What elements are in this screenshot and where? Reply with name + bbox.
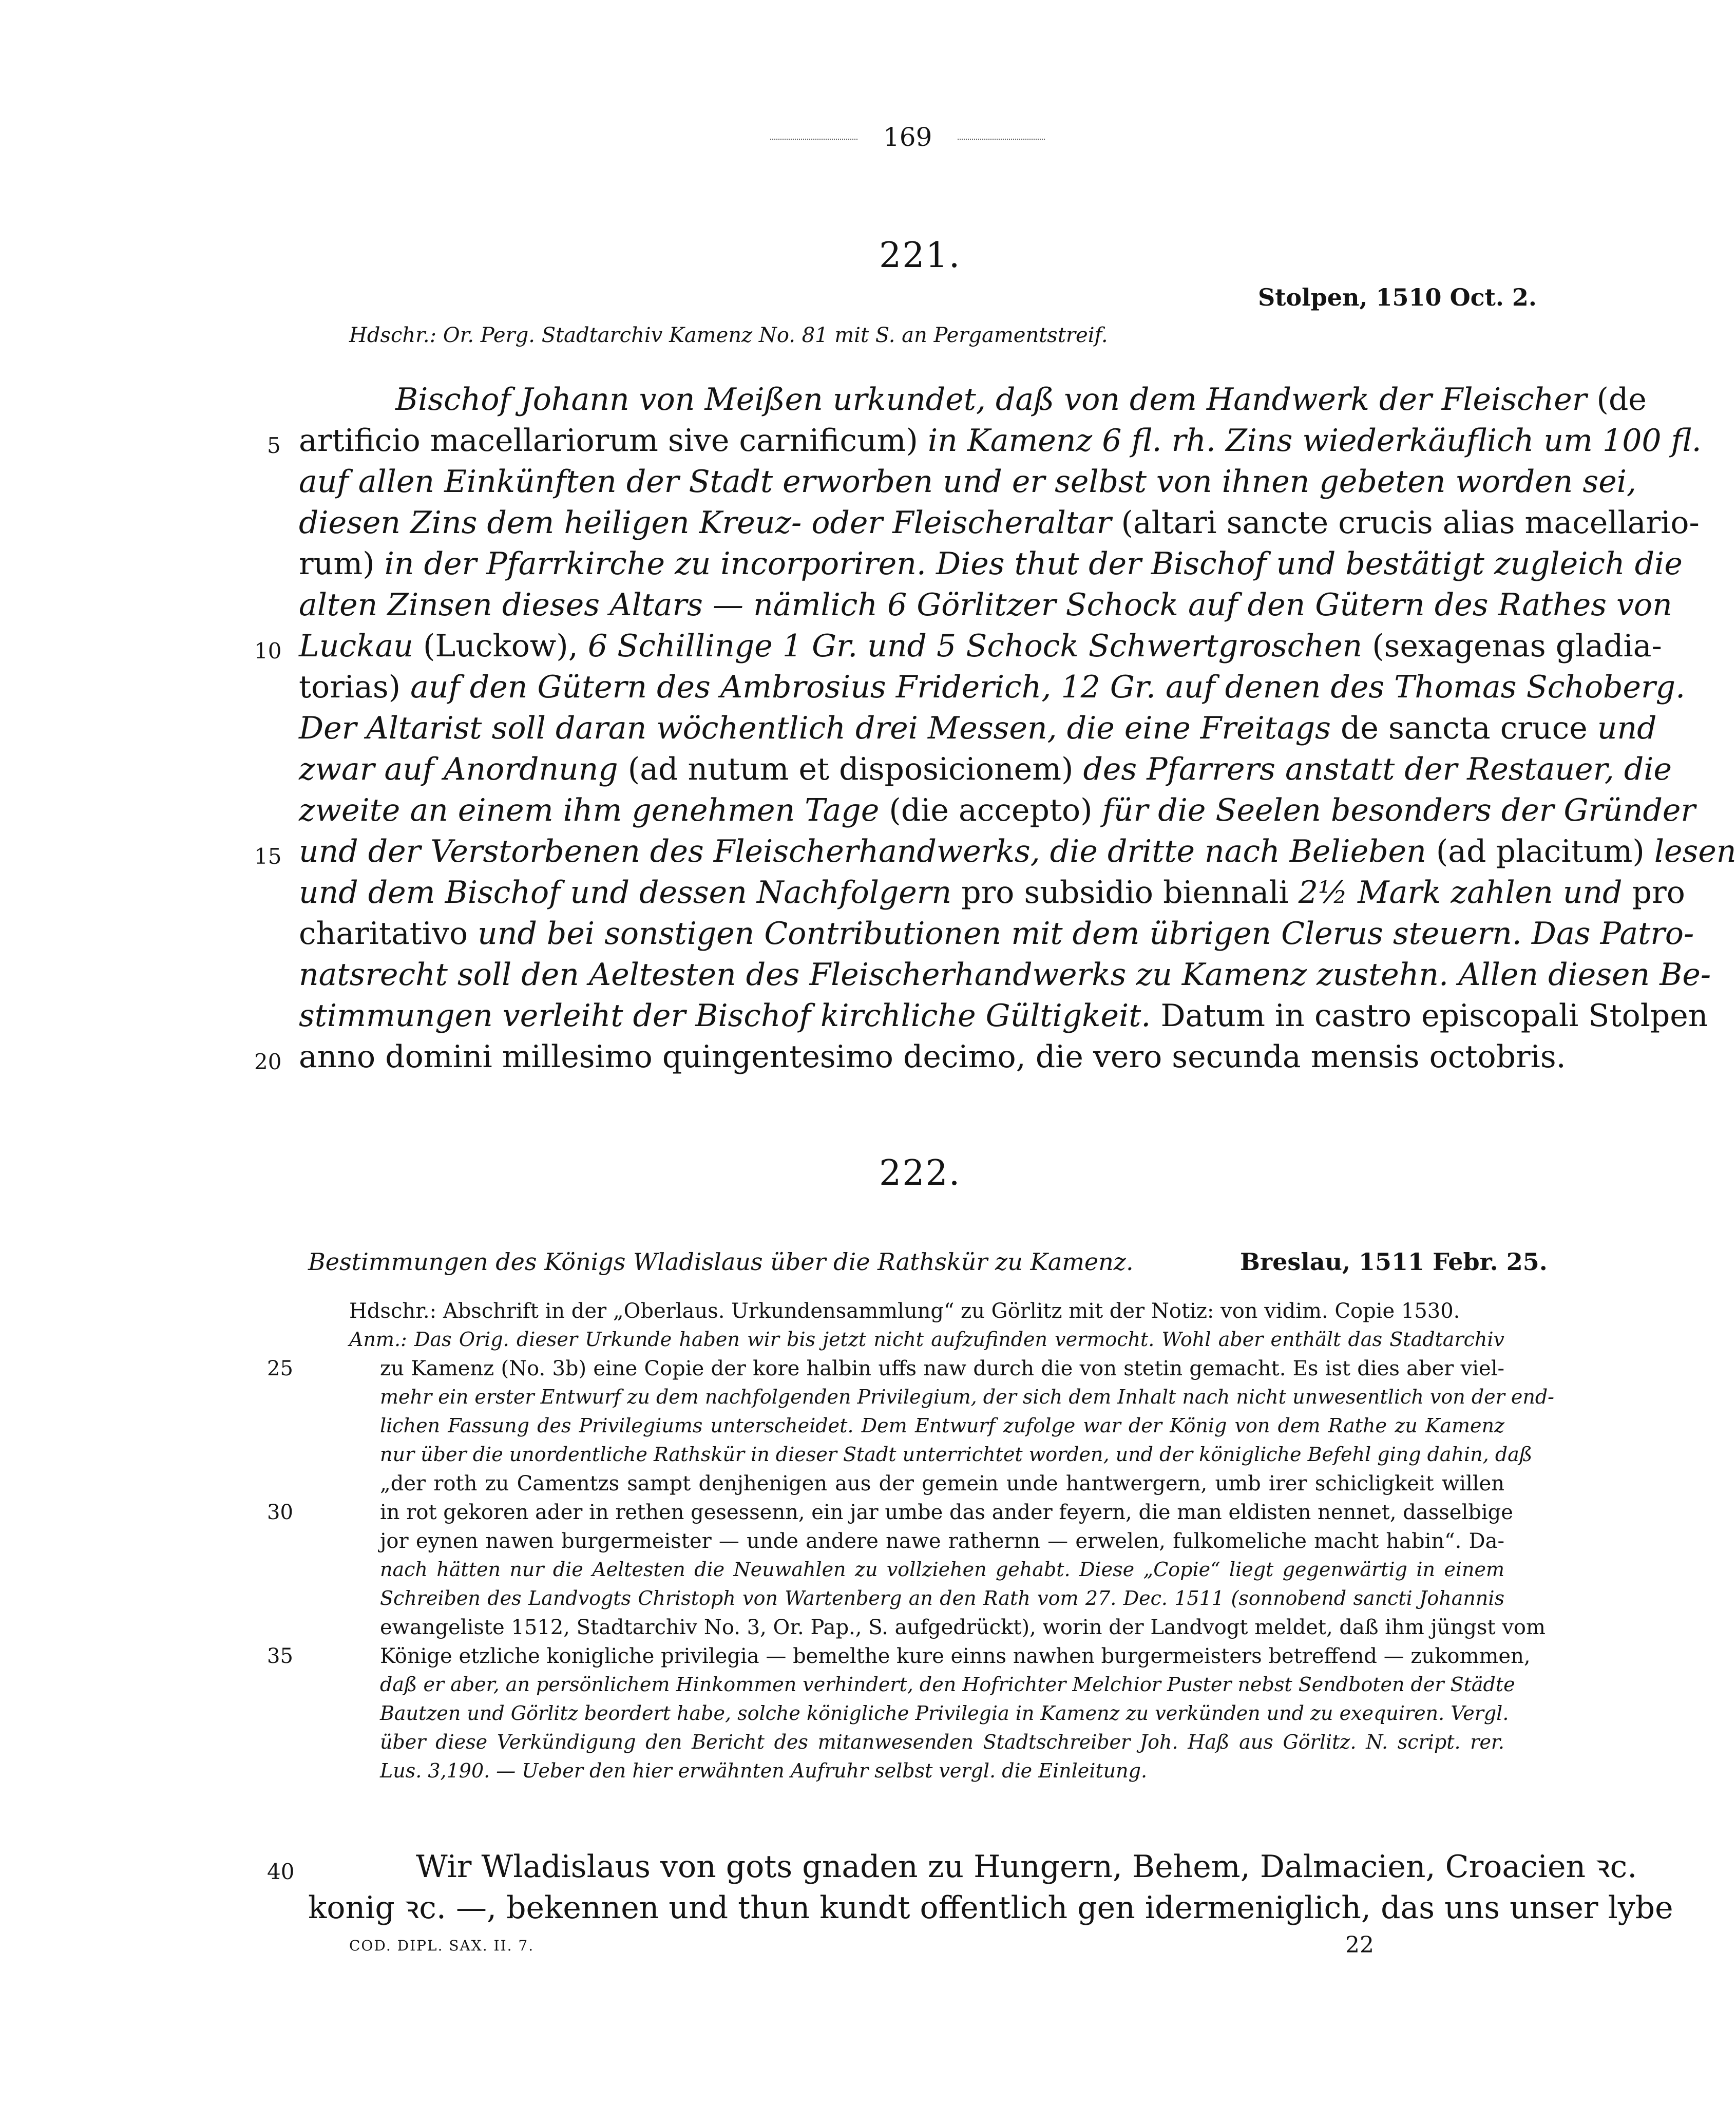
doc221-line-16: stimmungen verleiht der Bischof kirchliche Gültigkeit. Datum in castro episcopali Stolpen <box>299 998 1708 1034</box>
footer-sheet-number: 22 <box>1345 1932 1374 1958</box>
doc222-number: 222. <box>879 1153 961 1194</box>
doc222-note-3: zu Kamenz (No. 3b) eine Copie der kore halbin uffs naw durch die von stetin gemacht. Es ist dies aber viel- <box>380 1357 1504 1380</box>
doc222-note-15: Bautzen und Görlitz beordert habe, solche königliche Privilegia in Kamenz zu verkünden und zu exequiren. Vergl. <box>380 1702 1509 1725</box>
doc222-place-date: Breslau, 1511 Febr. 25. <box>1240 1248 1548 1276</box>
doc221-line-12: und der Verstorbenen des Fleischerhandwerks, die dritte nach Belieben (ad placitum) lesen <box>299 834 1736 869</box>
doc221-line-2: artificio macellariorum sive carnificum) in Kamenz 6 fl. rh. Zins wiederkäuflich um 100 fl. <box>299 423 1702 459</box>
doc221-line-4: diesen Zins dem heiligen Kreuz- oder Fleischeraltar (altari sancte crucis alias macellario- <box>299 505 1700 541</box>
doc222-note-6: nur über die unordentliche Rathskür in dieser Stadt unterrichtet worden, und der königliche Befehl ging dahin, daß <box>380 1443 1533 1466</box>
doc222-note-12: ewangeliste 1512, Stadtarchiv No. 3, Or. Pap., S. aufgedrückt), worin der Landvogt meldet, daß ihm jüngst vom <box>380 1616 1546 1639</box>
doc221-place-date: Stolpen, 1510 Oct. 2. <box>1258 283 1537 311</box>
page-number: 169 <box>883 122 932 152</box>
note-line-number-35: 35 <box>267 1644 293 1668</box>
doc222-note-13: Könige etzliche konigliche privilegia — bemelthe kure einns nawhen burgermeisters betreffend — zukommen, <box>380 1644 1531 1668</box>
doc221-line-8: torias) auf den Gütern des Ambrosius Friderich, 12 Gr. auf denen des Thomas Schoberg. <box>299 669 1686 705</box>
doc222-summary: Bestimmungen des Königs Wladislaus über die Rathskür zu Kamenz. <box>308 1248 1134 1276</box>
doc222-note-11: Schreiben des Landvogts Christoph von Wartenberg an den Rath vom 27. Dec. 1511 (sonnobend sancti Johannis <box>380 1587 1504 1609</box>
doc222-note-17: Lus. 3,190. — Ueber den hier erwähnten Aufruhr selbst vergl. die Einleitung. <box>380 1759 1148 1782</box>
doc222-note-2: Anm.: Das Orig. dieser Urkunde haben wir bis jetzt nicht aufzufinden vermocht. Wohl aber enthält das Stadtarchiv <box>349 1328 1504 1351</box>
doc221-line-13: und dem Bischof und dessen Nachfolgern pro subsidio biennali 2½ Mark zahlen und pro <box>299 875 1685 911</box>
doc221-line-9: Der Altarist soll daran wöchentlich drei Messen, die eine Freitags de sancta cruce und <box>299 710 1657 746</box>
line-number-15: 15 <box>254 844 282 869</box>
footer-signature: COD. DIPL. SAX. II. 7. <box>349 1937 535 1954</box>
doc222-note-14: daß er aber, an persönlichem Hinkommen verhindert, den Hofrichter Melchior Puster nebst Sendboten der Städte <box>380 1673 1515 1696</box>
text-line-number-40: 40 <box>267 1859 295 1884</box>
head-rule-right <box>958 139 1045 140</box>
doc221-line-17: anno domini millesimo quingentesimo decimo, die vero secunda mensis octobris. <box>299 1039 1566 1075</box>
doc222-text-line-1: Wir Wladislaus von gots gnaden zu Hungern, Behem, Dalmacien, Croacien ꝛc. <box>416 1849 1637 1885</box>
doc221-line-1: Bischof Johann von Meißen urkundet, daß von dem Handwerk der Fleischer (de <box>395 382 1647 418</box>
doc222-note-16: über diese Verkündigung den Bericht des mitanwesenden Stadtschreiber Joh. Haß aus Görlitz. N. script. rer. <box>380 1731 1504 1753</box>
doc221-line-11: zweite an einem ihm genehmen Tage (die accepto) für die Seelen besonders der Gründer <box>299 792 1696 828</box>
doc222-note-8: in rot gekoren ader in rethen gesessenn, ein jar umbe das ander feyern, die man eldisten nennet, dasselbige <box>380 1501 1513 1524</box>
doc222-note-4: mehr ein erster Entwurf zu dem nachfolgenden Privilegium, der sich dem Inhalt nach nicht unwesentlich von der end- <box>380 1386 1555 1408</box>
doc221-line-10: zwar auf Anordnung (ad nutum et disposicionem) des Pfarrers anstatt der Restauer, die <box>299 751 1672 787</box>
head-rule-left <box>770 139 857 140</box>
doc221-line-15: natsrecht soll den Aeltesten des Fleischerhandwerks zu Kamenz zustehn. Allen diesen Be- <box>299 957 1711 993</box>
running-head <box>745 122 1071 152</box>
line-number-20: 20 <box>254 1049 282 1074</box>
doc221-line-7: Luckau (Luckow), 6 Schillinge 1 Gr. und 5 Schock Schwertgroschen (sexagenas gladia- <box>299 628 1662 664</box>
line-number-5: 5 <box>267 433 281 458</box>
doc222-note-1: Hdschr.: Abschrift in der „Oberlaus. Urkundensammlung“ zu Görlitz mit der Notiz: von vidim. Copie 1530. <box>349 1299 1460 1323</box>
doc222-note-9: jor eynen nawen burgermeister — unde andere nawe rathernn — erwelen, fulkomeliche macht habin“. Da- <box>380 1529 1504 1553</box>
line-number-10: 10 <box>254 638 282 664</box>
doc222-note-5: lichen Fassung des Privilegiums unterscheidet. Dem Entwurf zufolge war der König von dem Rathe zu Kamenz <box>380 1414 1504 1437</box>
doc222-note-10: nach hätten nur die Aeltesten die Neuwahlen zu vollziehen gehabt. Diese „Copie“ liegt gegenwärtig in einem <box>380 1558 1504 1581</box>
doc222-note-7: „der roth zu Camentzs sampt denjhenigen aus der gemein unde hantwergern, umb irer schicligkeit willen <box>380 1472 1504 1495</box>
doc221-line-14: charitativo und bei sonstigen Contributionen mit dem übrigen Clerus steuern. Das Patro- <box>299 916 1694 952</box>
note-line-number-25: 25 <box>267 1357 293 1380</box>
doc222-text-line-2: konig ꝛc. —, bekennen und thun kundt offentlich gen idermeniglich, das uns unser lybe <box>308 1890 1673 1926</box>
doc221-line-5: rum) in der Pfarrkirche zu incorporiren. Dies thut der Bischof und bestätigt zugleich die <box>299 546 1683 582</box>
doc221-line-6: alten Zinsen dieses Altars — nämlich 6 Görlitzer Schock auf den Gütern des Rathes von <box>299 587 1672 623</box>
doc221-number: 221. <box>879 235 961 276</box>
note-line-number-30: 30 <box>267 1501 293 1524</box>
doc221-source: Hdschr.: Or. Perg. Stadtarchiv Kamenz No. 81 mit S. an Pergamentstreif. <box>349 324 1108 347</box>
doc221-line-3: auf allen Einkünften der Stadt erworben und er selbst von ihnen gebeten worden sei, <box>299 464 1636 500</box>
